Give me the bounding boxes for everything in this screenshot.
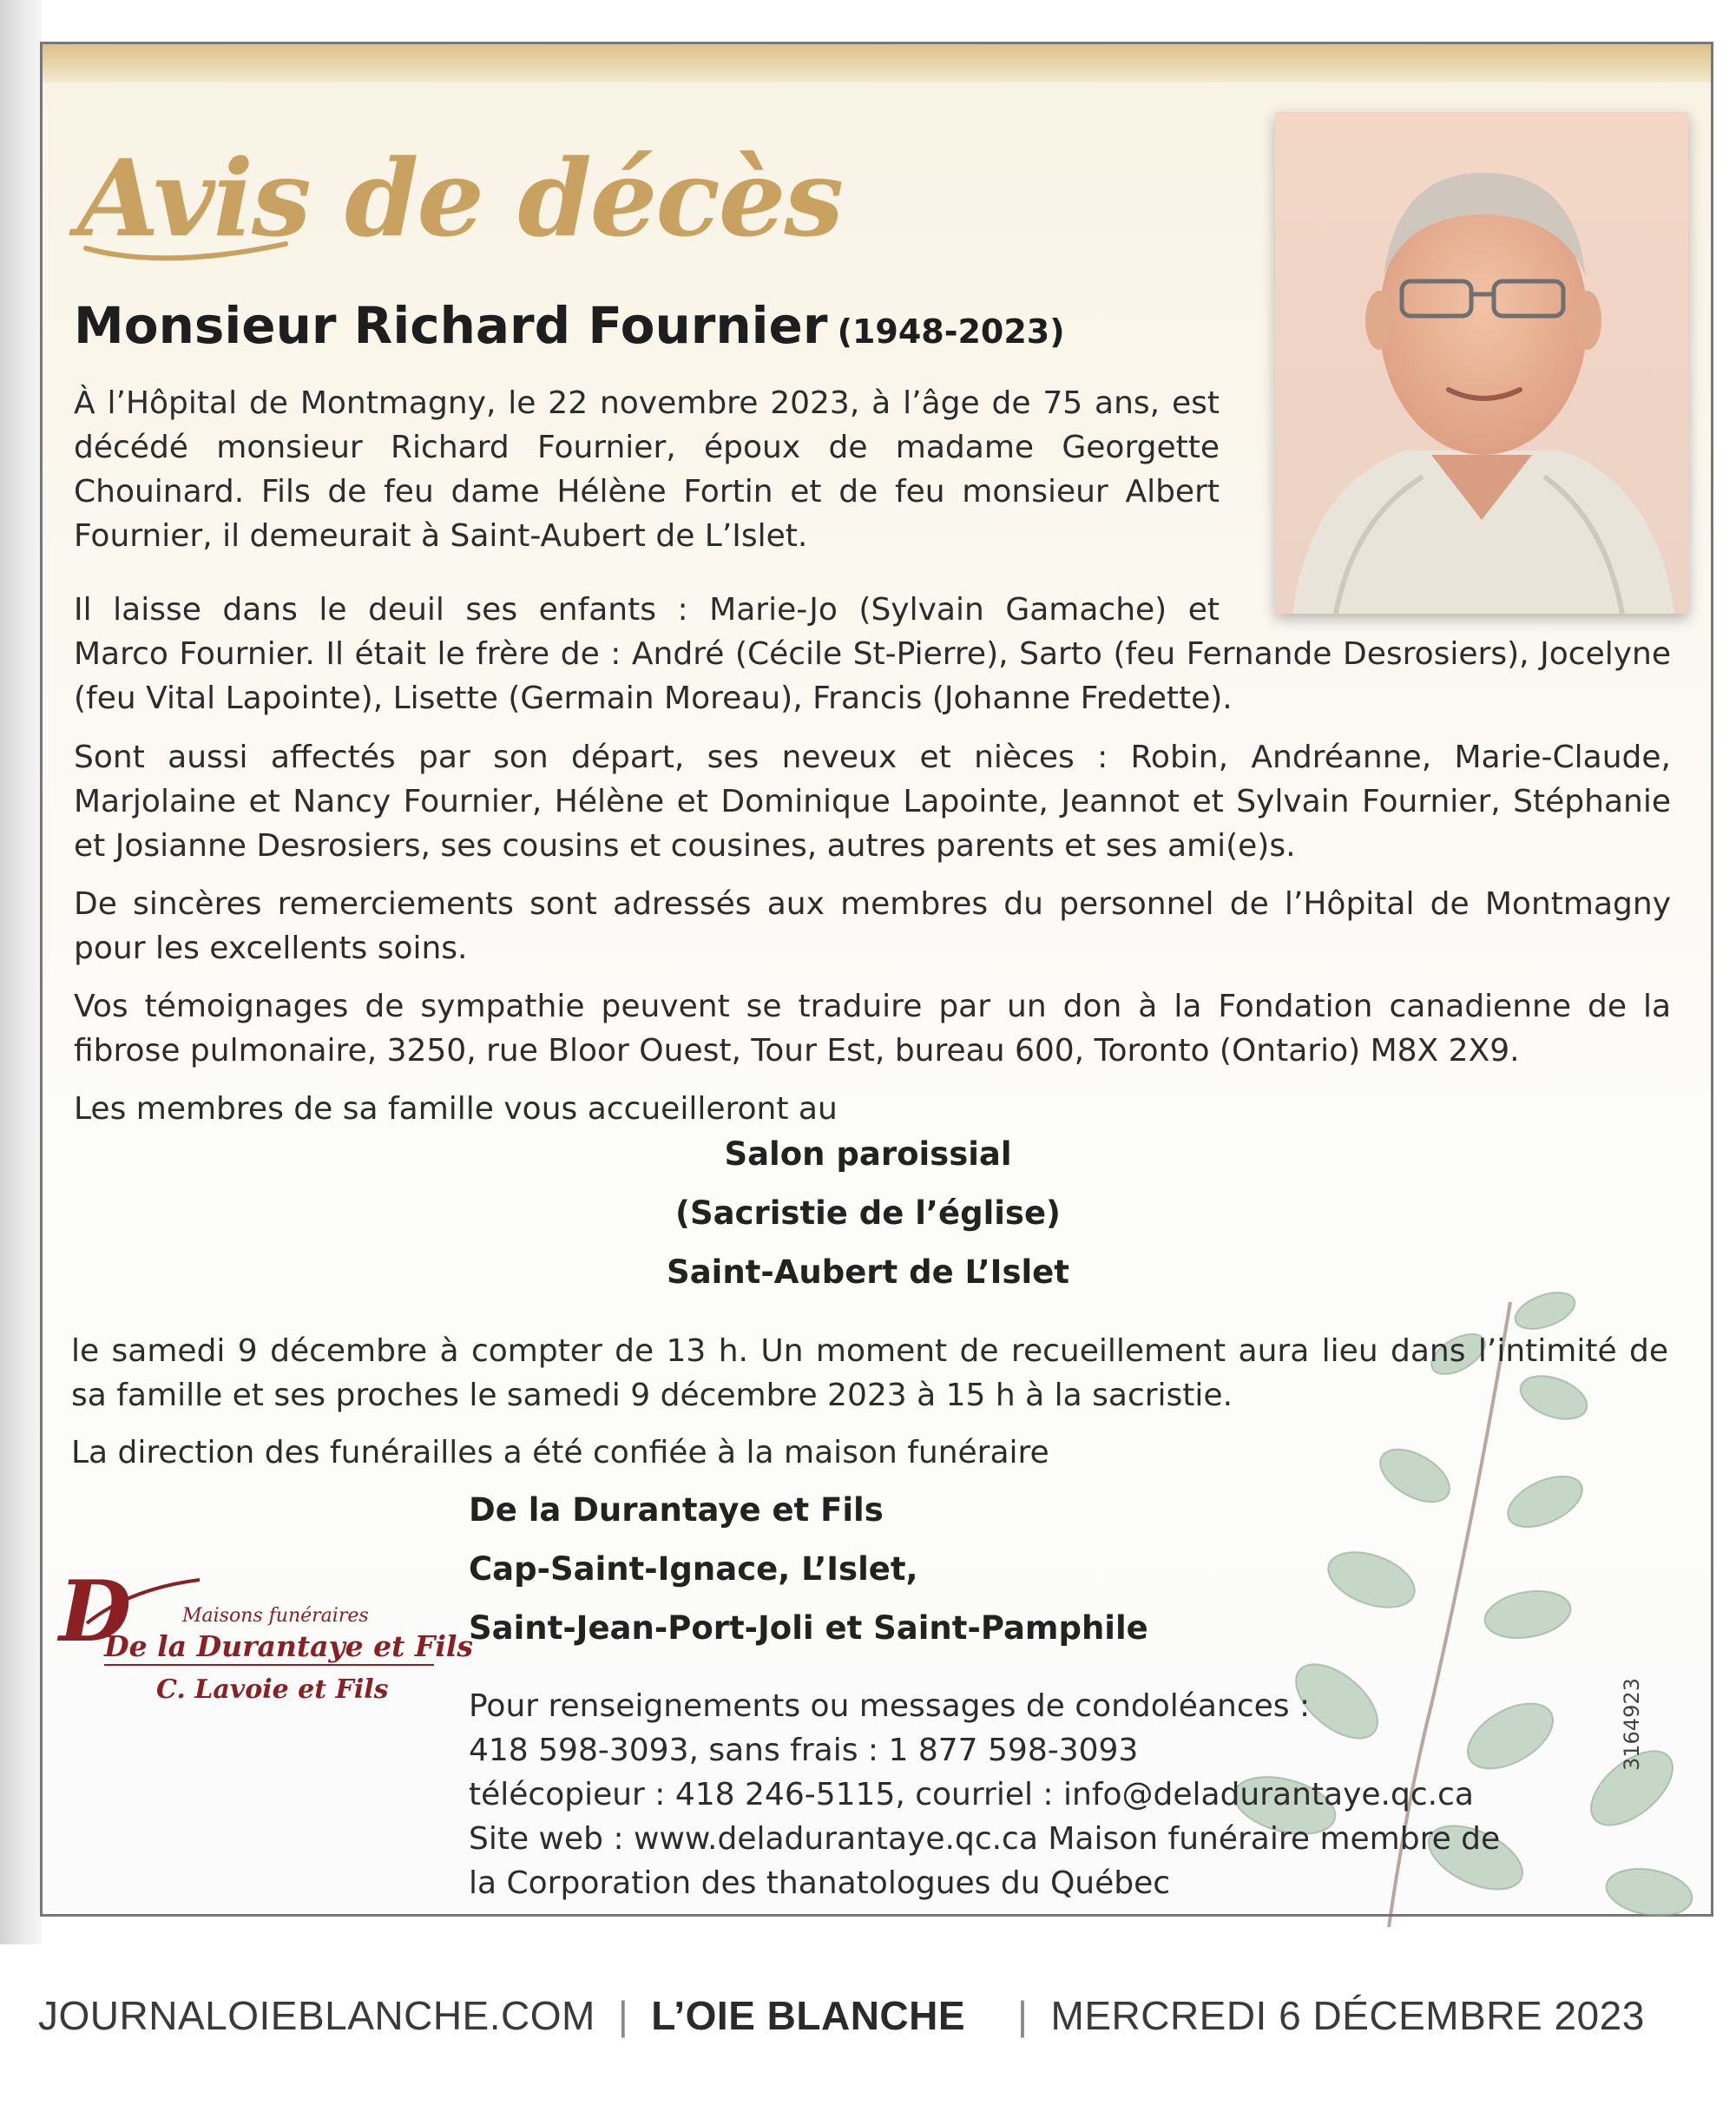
footer-paper: L’OIE BLANCHE (651, 1993, 966, 2038)
paragraph-family: Marco Fournier. Il était le frère de : André (Cécile St-Pierre), Sarto (feu Fernande Desrosiers), Jocelyne (feu Vital Lapointe), Lisette (Germain Moreau), Francis (Johanne Fredette). (74, 636, 1671, 716)
venue-line-2: (Sacristie de l’église) (675, 1194, 1061, 1232)
contact-line-3: télécopieur : 418 246-5115, courriel : info@deladurantaye.qc.ca (469, 1777, 1474, 1812)
deceased-name-line (74, 296, 1065, 355)
contact-block (469, 1684, 1649, 1905)
paragraph-ceremony: le samedi 9 décembre à compter de 13 h. Un moment de recueillement aura lieu dans l’intimité de sa famille et ses proches le samedi 9 décembre 2023 à 15 h à la sacristie. (71, 1333, 1668, 1413)
page-footer (38, 1992, 1705, 2039)
contact-line-2: 418 598-3093, sans frais : 1 877 598-3093 (469, 1733, 1139, 1768)
ad-number: 3164923 (1620, 1678, 1644, 1771)
script-title (69, 105, 843, 279)
footer-date: MERCREDI 6 DÉCEMBRE 2023 (1050, 1993, 1645, 2038)
paragraph-relatives: Sont aussi affectés par son départ, ses neveux et nièces : Robin, Andréanne, Marie-Claude, Marjolaine et Nancy Fournier, Hélène et Dominique Lapointe, Jeannot et Sylvain Fournier, Stéphanie et Josianne Desrosiers, ses cousins et cousines, autres parents et ses ami(e)s. (74, 740, 1671, 864)
paragraph-family-start: Il laisse dans le deuil ses enfants : Marie-Jo (Sylvain Gamache) et (74, 592, 1220, 628)
funeral-home-line-3: Saint-Jean-Port-Joli et Saint-Pamphile (469, 1609, 1148, 1647)
paragraph-thanks: De sincères remerciements sont adressés aux membres du personnel de l’Hôpital de Montmagny pour les excellents soins. (74, 886, 1671, 966)
paragraph-direction: La direction des funérailles a été confiée à la maison funéraire (71, 1435, 1049, 1470)
funeral-home-line-2: Cap-Saint-Ignace, L’Islet, (469, 1550, 918, 1588)
paragraph-welcome: Les membres de sa famille vous accueilleront au (74, 1091, 838, 1127)
svg-text:Avis de décès: Avis de décès (77, 135, 843, 260)
paragraph-donations: Vos témoignages de sympathie peuvent se traduire par un don à la Fondation canadienne de la fibrose pulmonaire, 3250, rue Bloor Ouest, Tour Est, bureau 600, Toronto (Ontario) M8X 2X9. (74, 989, 1671, 1069)
venue-line-1: Salon paroissial (724, 1135, 1012, 1173)
funeral-home-line-1: De la Durantaye et Fils (469, 1491, 884, 1529)
funeral-home-logo (26, 1545, 473, 1719)
contact-line-5: la Corporation des thanatologues du Québec (469, 1865, 1171, 1901)
contact-line-4: Site web : www.deladurantaye.qc.ca Maison funéraire membre de (469, 1821, 1501, 1857)
contact-line-1: Pour renseignements ou messages de condoléances : (469, 1688, 1311, 1724)
venue-line-3: Saint-Aubert de L’Islet (667, 1253, 1069, 1291)
footer-separator: | (617, 1993, 629, 2038)
deceased-name: Monsieur Richard Fournier (74, 296, 828, 355)
svg-text:De la Durantaye et Fils: De la Durantaye et Fils (104, 1629, 473, 1663)
paragraph-death: À l’Hôpital de Montmagny, le 22 novembre 2023, à l’âge de 75 ans, est décédé monsieur Richard Fournier, époux de madame Georgette Chouinard. Fils de feu dame Hélène Fortin et de feu monsieur Albert Fournier, il demeurait à Saint-Aubert de L’Islet. (74, 385, 1220, 554)
footer-site: JOURNALOIEBLANCHE.COM (38, 1993, 595, 2038)
footer-separator: | (1017, 1993, 1029, 2038)
top-gold-bar (43, 44, 1711, 82)
svg-text:D: D (59, 1562, 132, 1661)
deceased-photo (1275, 112, 1688, 614)
deceased-years: (1948-2023) (837, 312, 1065, 351)
svg-text:Maisons funéraires: Maisons funéraires (182, 1605, 369, 1627)
svg-text:C. Lavoie et Fils: C. Lavoie et Fils (156, 1674, 389, 1705)
